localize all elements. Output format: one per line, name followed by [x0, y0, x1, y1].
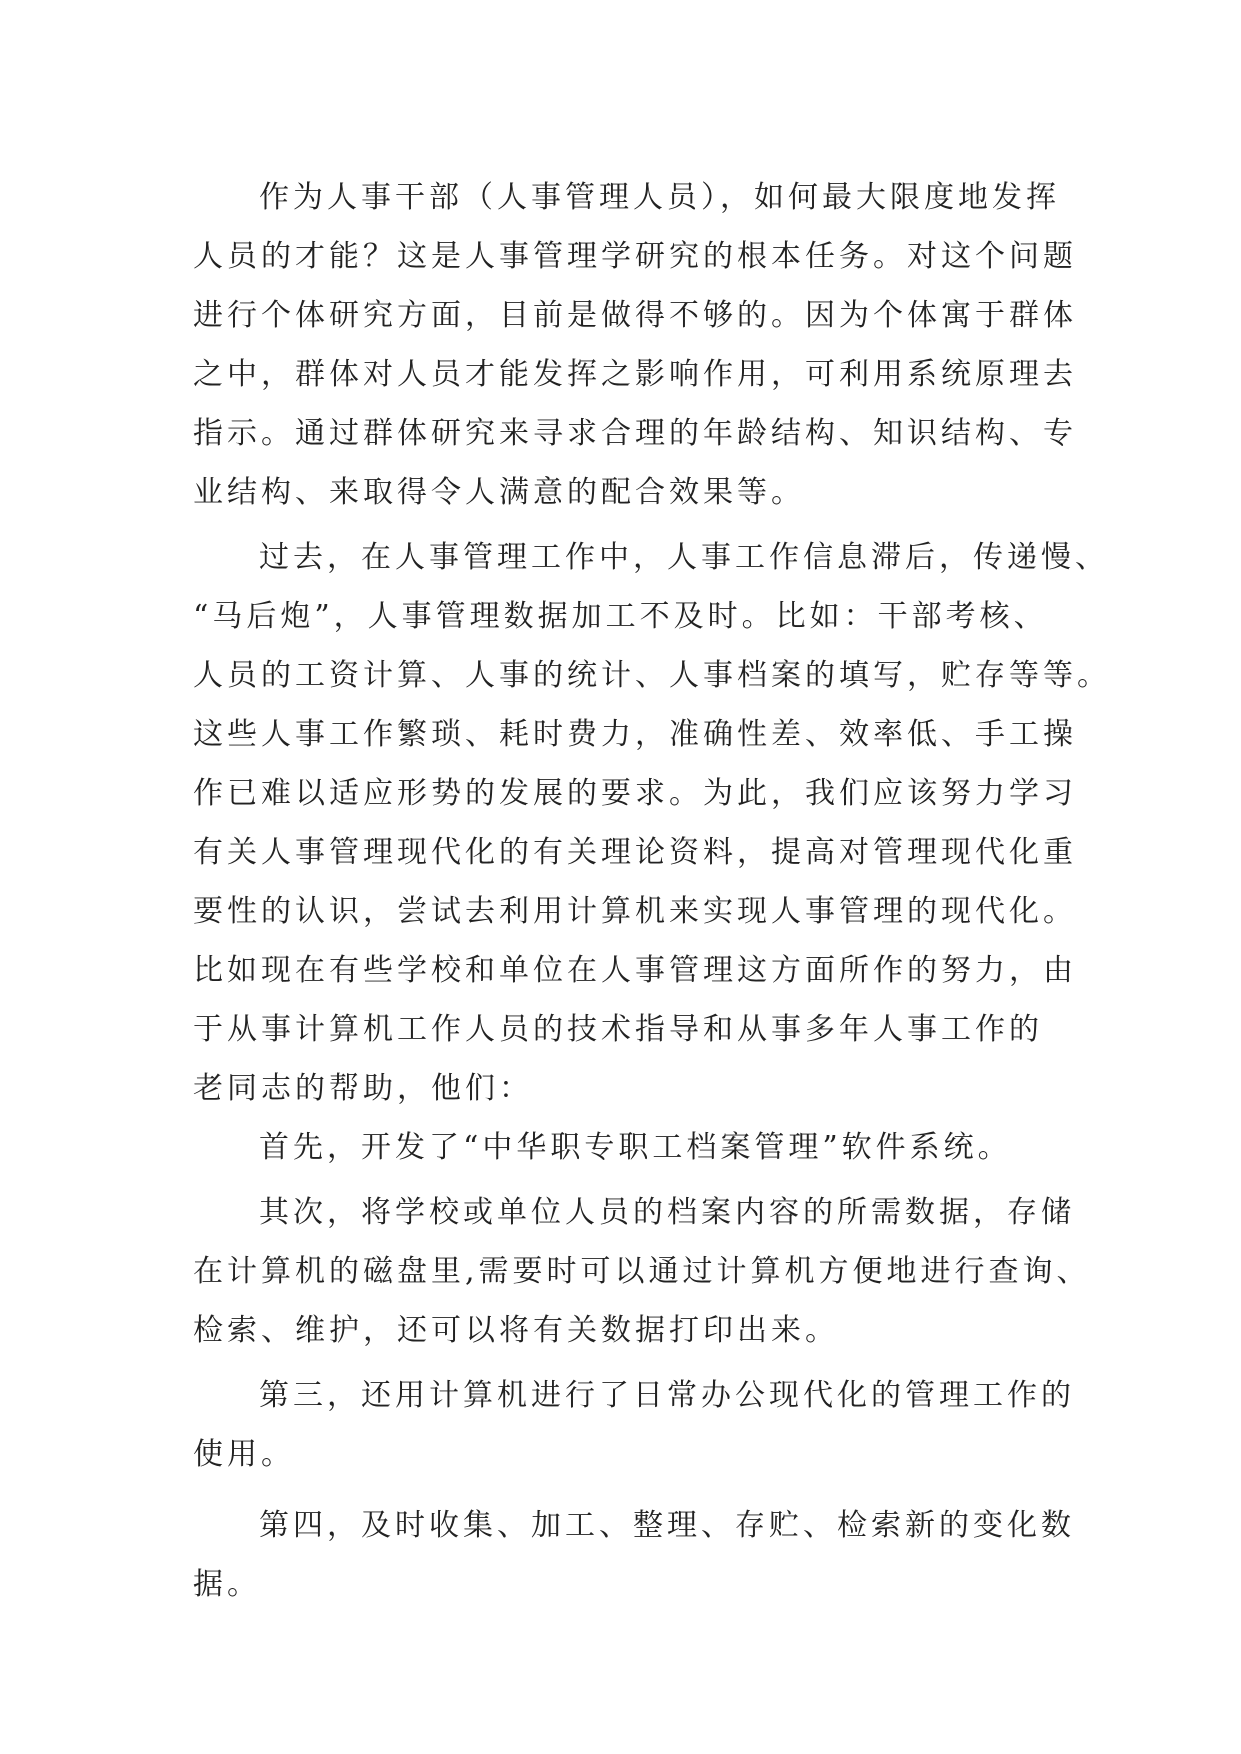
text-line: 人员的才能？这是人事管理学研究的根本任务。对这个问题 [193, 239, 1077, 274]
text-line: 进行个体研究方面，目前是做得不够的。因为个体寓于群体 [193, 298, 1077, 333]
text-line: 在计算机的磁盘里,需要时可以通过计算机方便地进行查询、 [193, 1254, 1091, 1289]
text-line: 这些人事工作繁琐、耗时费力，准确性差、效率低、手工操 [193, 717, 1077, 752]
document-body [193, 168, 1111, 1614]
text-line: 于从事计算机工作人员的技术指导和从事多年人事工作的 [193, 1012, 1043, 1047]
text-line: 业结构、来取得令人满意的配合效果等。 [193, 475, 805, 510]
text-line: 首先，开发了“中华职专职工档案管理”软件系统。 [259, 1130, 1012, 1165]
text-line: 有关人事管理现代化的有关理论资料，提高对管理现代化重 [193, 835, 1077, 870]
text-line: 作已难以适应形势的发展的要求。为此，我们应该努力学习 [193, 776, 1077, 811]
text-line: 要性的认识，尝试去利用计算机来实现人事管理的现代化。 [193, 894, 1077, 929]
text-line: 据。 [193, 1567, 261, 1602]
text-line: 其次，将学校或单位人员的档案内容的所需数据，存储 [259, 1195, 1075, 1230]
text-line: 之中，群体对人员才能发挥之影响作用，可利用系统原理去 [193, 357, 1077, 392]
text-line: 第四，及时收集、加工、整理、存贮、检索新的变化数 [259, 1508, 1075, 1543]
text-line: “马后炮”，人事管理数据加工不及时。比如：干部考核、 [193, 599, 1048, 634]
text-line: 使用。 [193, 1437, 295, 1472]
text-line: 老同志的帮助，他们： [193, 1071, 533, 1106]
text-line: 指示。通过群体研究来寻求合理的年龄结构、知识结构、专 [193, 416, 1077, 451]
text-line: 检索、维护，还可以将有关数据打印出来。 [193, 1313, 839, 1348]
text-line: 过去，在人事管理工作中，人事工作信息滞后，传递慢、 [259, 540, 1109, 575]
text-line: 人员的工资计算、人事的统计、人事档案的填写，贮存等等。 [193, 658, 1111, 693]
text-line: 第三，还用计算机进行了日常办公现代化的管理工作的 [259, 1378, 1075, 1413]
text-line: 作为人事干部（人事管理人员），如何最大限度地发挥 [259, 180, 1060, 215]
text-line: 比如现在有些学校和单位在人事管理这方面所作的努力，由 [193, 953, 1077, 988]
